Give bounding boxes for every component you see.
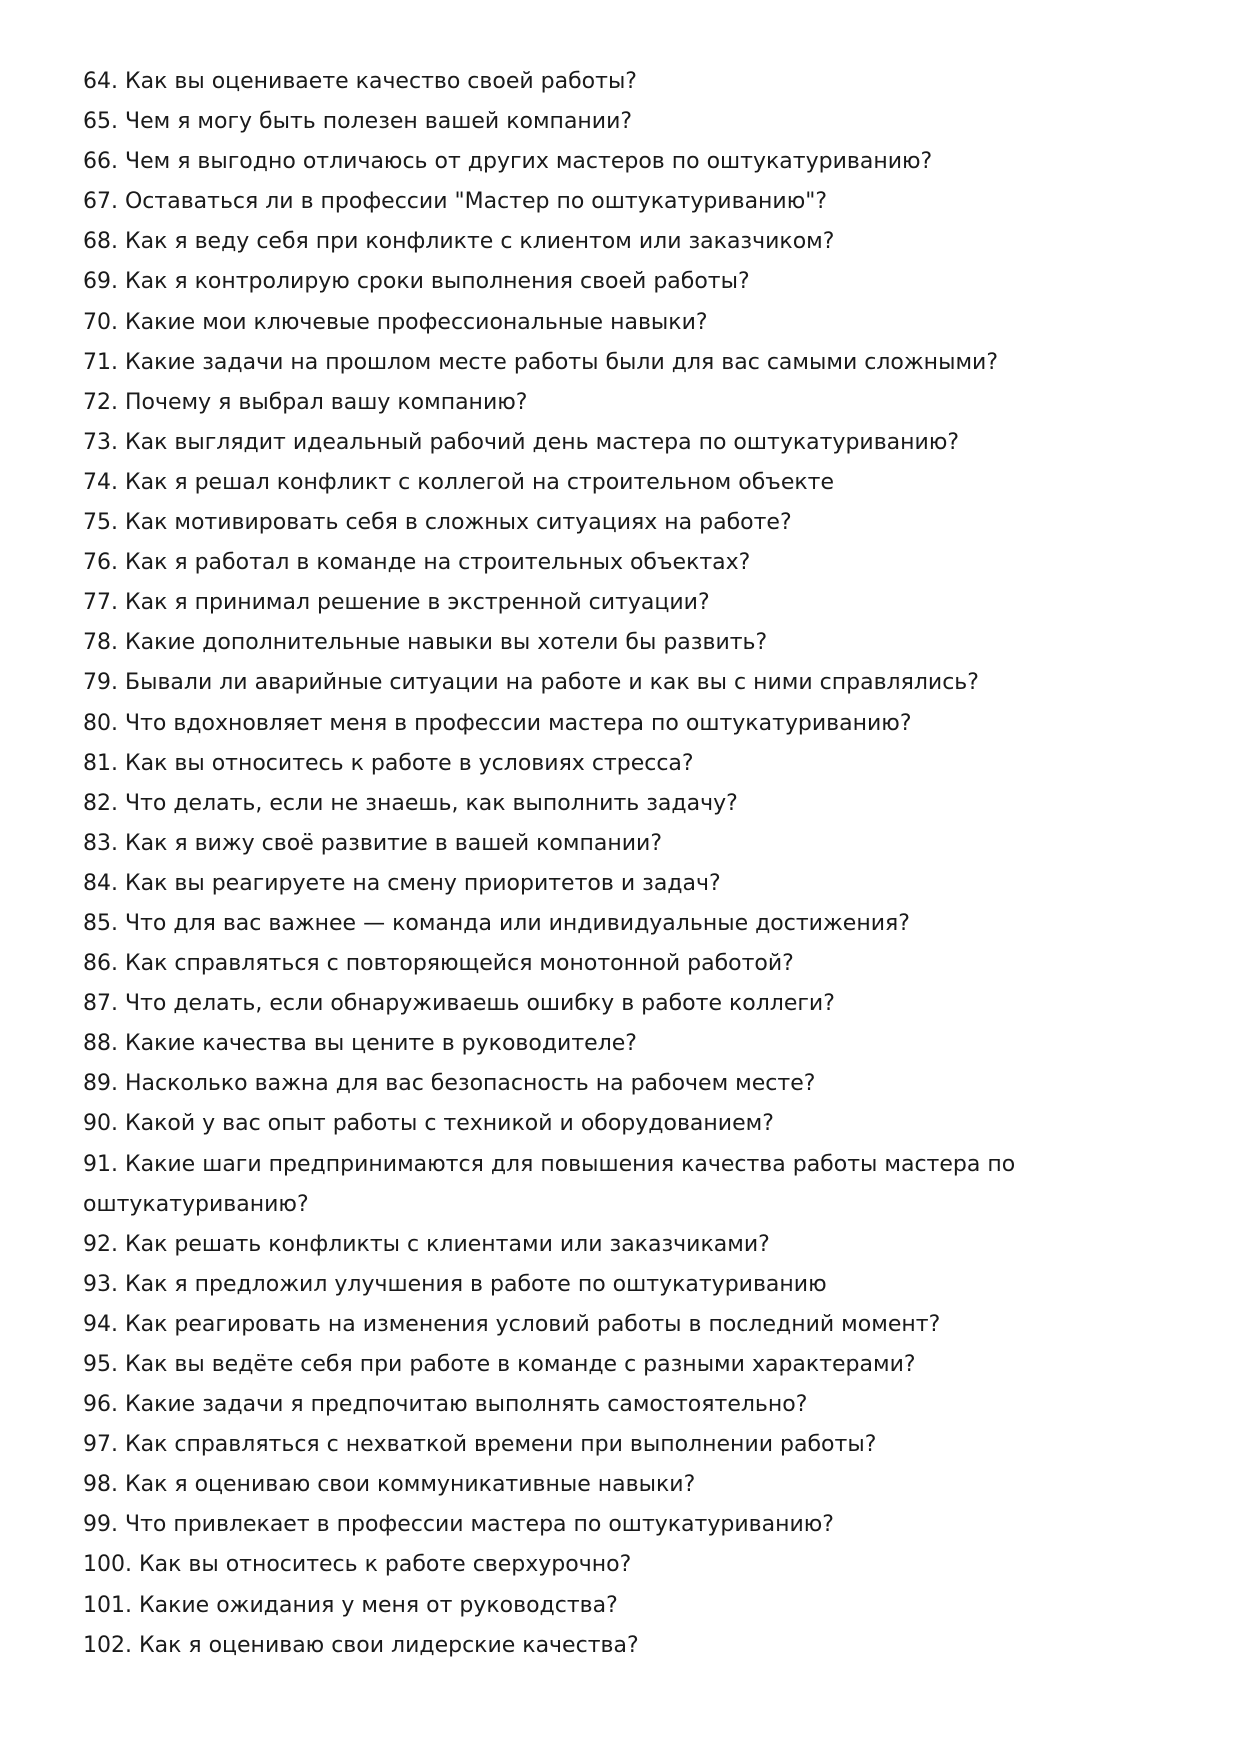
list-item: 70. Какие мои ключевые профессиональные навыки? (83, 309, 708, 335)
list-item: 65. Чем я могу быть полезен вашей компании? (83, 109, 633, 135)
list-item: 64. Как вы оцениваете качество своей работы? (83, 69, 637, 94)
list-item-line: 91. Какие шаги предпринимаются для повышения качества работы мастера по (83, 1151, 1016, 1177)
list-item: 96. Какие задачи я предпочитаю выполнять самостоятельно? (83, 1392, 808, 1418)
list-item: 74. Как я решал конфликт с коллегой на строительном объекте (83, 469, 835, 495)
list-item: 90. Какой у вас опыт работы с техникой и оборудованием? (83, 1111, 774, 1137)
list-item: 92. Как решать конфликты с клиентами или заказчиками? (83, 1231, 770, 1257)
list-item: 71. Какие задачи на прошлом месте работы были для вас самыми сложными? (83, 349, 999, 375)
list-item: 81. Как вы относитесь к работе в условиях стресса? (83, 750, 694, 776)
list-item (83, 1145, 1163, 1225)
list-item: 85. Что для вас важнее — команда или индивидуальные достижения? (83, 910, 910, 936)
list-item: 75. Как мотивировать себя в сложных ситуациях на работе? (83, 510, 792, 536)
list-item: 89. Насколько важна для вас безопасность на рабочем месте? (83, 1071, 816, 1097)
list-item: 67. Оставаться ли в профессии "Мастер по оштукатуриванию"? (83, 189, 828, 215)
list-item: 69. Как я контролирую сроки выполнения своей работы? (83, 269, 750, 295)
list-item: 101. Какие ожидания у меня от руководства? (83, 1592, 618, 1618)
list-item: 83. Как я вижу своё развитие в вашей компании? (83, 830, 663, 856)
list-item: 95. Как вы ведёте себя при работе в команде с разными характерами? (83, 1352, 916, 1377)
list-item: 88. Какие качества вы цените в руководителе? (83, 1031, 637, 1057)
list-item: 102. Как я оцениваю свои лидерские качества? (83, 1632, 639, 1658)
list-item: 86. Как справляться с повторяющейся монотонной работой? (83, 951, 794, 977)
list-item: 84. Как вы реагируете на смену приоритетов и задач? (83, 870, 721, 896)
list-item: 97. Как справляться с нехваткой времени при выполнении работы? (83, 1432, 877, 1458)
list-item-line: оштукатуриванию? (83, 1191, 309, 1217)
question-list (83, 62, 1163, 1666)
list-item: 68. Как я веду себя при конфликте с клиентом или заказчиком? (83, 229, 835, 255)
list-item: 78. Какие дополнительные навыки вы хотели бы развить? (83, 630, 768, 656)
list-item: 79. Бывали ли аварийные ситуации на работе и как вы с ними справлялись? (83, 670, 979, 696)
list-item: 87. Что делать, если обнаруживаешь ошибку в работе коллеги? (83, 991, 835, 1017)
list-item: 73. Как выглядит идеальный рабочий день мастера по оштукатуриванию? (83, 429, 960, 455)
list-item: 100. Как вы относитесь к работе сверхурочно? (83, 1552, 632, 1578)
list-item: 80. Что вдохновляет меня в профессии мастера по оштукатуриванию? (83, 710, 912, 736)
list-item: 93. Как я предложил улучшения в работе по оштукатуриванию (83, 1271, 827, 1297)
list-item: 82. Что делать, если не знаешь, как выполнить задачу? (83, 790, 738, 816)
list-item: 72. Почему я выбрал вашу компанию? (83, 389, 528, 415)
list-item: 76. Как я работал в команде на строительных объектах? (83, 550, 751, 576)
list-item: 77. Как я принимал решение в экстренной ситуации? (83, 590, 710, 616)
list-item: 98. Как я оцениваю свои коммуникативные навыки? (83, 1472, 696, 1498)
list-item: 94. Как реагировать на изменения условий работы в последний момент? (83, 1311, 941, 1337)
list-item: 99. Что привлекает в профессии мастера по оштукатуриванию? (83, 1512, 834, 1538)
list-item: 66. Чем я выгодно отличаюсь от других мастеров по оштукатуриванию? (83, 149, 933, 175)
